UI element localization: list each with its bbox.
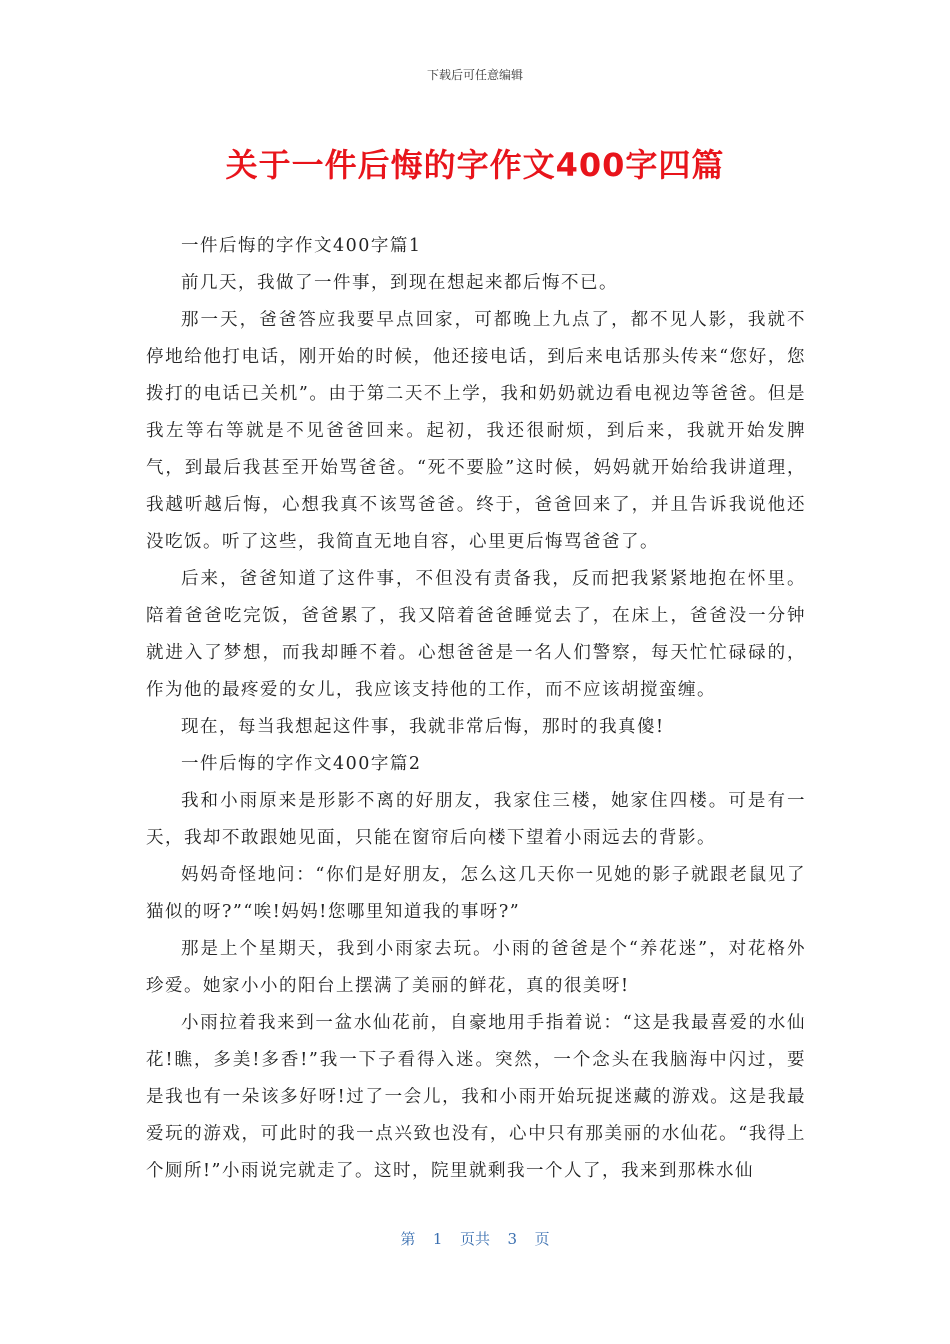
body-paragraph: 妈妈奇怪地问：“你们是好朋友，怎么这几天你一见她的影子就跟老鼠见了猫似的呀?”“唉!妈妈!您哪里知道我的事呀?”	[146, 865, 806, 922]
body-paragraph: 那是上个星期天，我到小雨家去玩。小雨的爸爸是个“养花迷”，对花格外珍爱。她家小小的阳台上摆满了美丽的鲜花，真的很美呀!	[146, 939, 806, 996]
body-paragraph: 小雨拉着我来到一盆水仙花前，自豪地用手指着说：“这是我最喜爱的水仙花!瞧，多美!多香!”我一下子看得入迷。突然，一个念头在我脑海中闪过，要是我也有一朵该多好呀!过了一会儿，我和小雨开始玩捉迷藏的游戏。这是我最爱玩的游戏，可此时的我一点兴致也没有，心中只有那美丽的水仙花。“我得上个厕所!”小雨说完就走了。这时，院里就剩我一个人了，我来到那株水仙	[146, 1013, 806, 1181]
body-paragraph: 前几天，我做了一件事，到现在想起来都后悔不已。	[181, 273, 618, 293]
document-title: 关于一件后悔的字作文400字四篇	[225, 146, 725, 184]
section-heading-1: 一件后悔的字作文400字篇1	[181, 236, 422, 256]
header-note: 下载后可任意编辑	[426, 68, 523, 82]
body-paragraph: 我和小雨原来是形影不离的好朋友，我家住三楼，她家住四楼。可是有一天，我却不敢跟她见面，只能在窗帘后向楼下望着小雨远去的背影。	[146, 791, 806, 848]
section-heading-2: 一件后悔的字作文400字篇2	[181, 754, 422, 774]
document-body	[146, 228, 806, 1190]
body-paragraph: 现在，每当我想起这件事，我就非常后悔，那时的我真傻!	[181, 717, 665, 737]
body-paragraph: 那一天，爸爸答应我要早点回家，可都晚上九点了，都不见人影，我就不停地给他打电话，刚开始的时候，他还接电话，到后来电话那头传来“您好，您拨打的电话已关机”。由于第二天不上学，我和奶奶就边看电视边等爸爸。但是我左等右等就是不见爸爸回来。起初，我还很耐烦，到后来，我就开始发脾气，到最后我甚至开始骂爸爸。“死不要脸”这时候，妈妈就开始给我讲道理，我越听越后悔，心想我真不该骂爸爸。终于，爸爸回来了，并且告诉我说他还没吃饭。听了这些，我简直无地自容，心里更后悔骂爸爸了。	[146, 310, 806, 552]
page-number-footer: 第 1 页共 3 页	[400, 1230, 550, 1248]
body-paragraph: 后来，爸爸知道了这件事，不但没有责备我，反而把我紧紧地抱在怀里。陪着爸爸吃完饭，爸爸累了，我又陪着爸爸睡觉去了，在床上，爸爸没一分钟就进入了梦想，而我却睡不着。心想爸爸是一名人们警察，每天忙忙碌碌的，作为他的最疼爱的女儿，我应该支持他的工作，而不应该胡搅蛮缠。	[146, 569, 806, 700]
